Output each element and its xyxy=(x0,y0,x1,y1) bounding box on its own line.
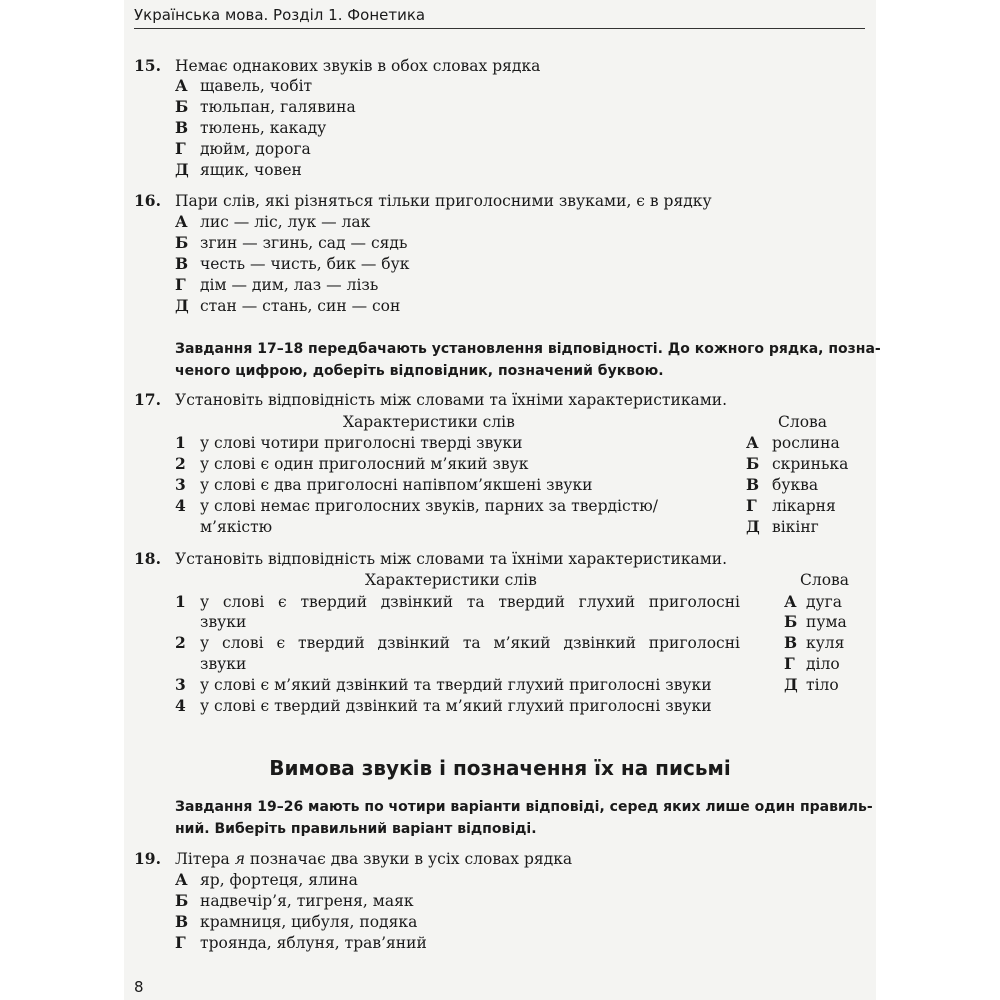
item-text-continuation: м’якістю xyxy=(200,518,273,536)
option-letter: Б xyxy=(175,97,189,116)
question-text: Немає однакових звуків в обох словах рядка xyxy=(175,57,541,75)
item-number: 3 xyxy=(175,475,186,494)
option-letter: Г xyxy=(175,275,186,294)
word-letter: В xyxy=(746,475,760,494)
item-text: у слові є два приголосні напівпом’якшені звуки xyxy=(200,476,593,494)
word-letter: А xyxy=(746,433,759,452)
option-text: дім — дим, лаз — лізь xyxy=(200,276,379,294)
option-letter: Б xyxy=(175,891,189,910)
column-header-words: Слова xyxy=(778,413,828,431)
option-text: тюлень, какаду xyxy=(200,119,327,137)
column-header-words: Слова xyxy=(800,571,850,589)
option-letter: Б xyxy=(175,233,189,252)
option-letter: Д xyxy=(175,160,189,179)
word-text: буква xyxy=(772,476,819,494)
word-letter: Б xyxy=(784,612,798,631)
word-text: діло xyxy=(806,655,840,673)
column-header-characteristics: Характеристики слів xyxy=(365,571,537,589)
item-number: 1 xyxy=(175,433,186,452)
item-text-continuation: звуки xyxy=(200,613,247,631)
instruction-block xyxy=(175,796,873,840)
question-number: 15. xyxy=(134,56,161,75)
word-letter: Г xyxy=(784,654,795,673)
word-text: пума xyxy=(806,613,847,631)
question-text: Установіть відповідність між словами та їхніми характеристиками. xyxy=(175,550,728,568)
option-letter: А xyxy=(175,76,188,95)
item-number: 3 xyxy=(175,675,186,694)
question-number: 16. xyxy=(134,191,161,210)
option-letter: В xyxy=(175,912,189,931)
item-text: у слові є твердий дзвінкий та м’який глухий приголосні звуки xyxy=(200,697,712,715)
option-letter: Г xyxy=(175,933,186,952)
question-number: 18. xyxy=(134,549,161,568)
item-number: 2 xyxy=(175,633,186,652)
option-text: ящик, човен xyxy=(200,161,302,179)
item-number: 1 xyxy=(175,592,186,611)
instruction-block xyxy=(175,338,881,382)
question-text-part: позначає два звуки в усіх словах рядка xyxy=(245,850,573,868)
word-letter: В xyxy=(784,633,798,652)
word-text: рослина xyxy=(772,434,840,452)
option-letter: Г xyxy=(175,139,186,158)
option-text: троянда, яблуня, трав’яний xyxy=(200,934,427,952)
item-text: у слові є твердий дзвінкий та твердий глухий приголосні xyxy=(200,593,740,611)
header-rule xyxy=(134,28,865,29)
item-number: 4 xyxy=(175,696,186,715)
item-text: у слові чотири приголосні тверді звуки xyxy=(200,434,523,452)
option-text: крамниця, цибуля, подяка xyxy=(200,913,418,931)
word-letter: Д xyxy=(746,517,760,536)
item-number: 2 xyxy=(175,454,186,473)
question-number: 17. xyxy=(134,390,161,409)
word-text: дуга xyxy=(806,593,843,611)
word-letter: Б xyxy=(746,454,760,473)
item-text-continuation: звуки xyxy=(200,655,247,673)
instruction-line: Завдання 19–26 мають по чотири варіанти відповіді, серед яких лише один правиль- xyxy=(175,799,873,815)
word-letter: А xyxy=(784,592,797,611)
question-text xyxy=(175,849,572,869)
option-letter: Д xyxy=(175,296,189,315)
item-text: у слові є м’який дзвінкий та твердий глухий приголосні звуки xyxy=(200,676,712,694)
option-letter: В xyxy=(175,254,189,273)
item-number: 4 xyxy=(175,496,186,515)
word-text: вікінг xyxy=(772,518,819,536)
item-text: у слові немає приголосних звуків, парних за твердістю/ xyxy=(200,497,658,515)
question-text-part: Літера xyxy=(175,850,235,868)
instruction-line: ний. Виберіть правильний варіант відповіді. xyxy=(175,821,537,837)
option-letter: А xyxy=(175,212,188,231)
column-header-characteristics: Характеристики слів xyxy=(343,413,515,431)
running-head: Українська мова. Розділ 1. Фонетика xyxy=(134,6,426,24)
option-text: дюйм, дорога xyxy=(200,140,311,158)
word-text: куля xyxy=(806,634,845,652)
option-text: згин — згинь, сад — сядь xyxy=(200,234,408,252)
question-text: Пари слів, які різняться тільки приголосними звуками, є в рядку xyxy=(175,192,712,210)
question-text-italic: я xyxy=(234,850,245,868)
question-number: 19. xyxy=(134,849,161,868)
option-text: лис — ліс, лук — лак xyxy=(200,213,371,231)
question-text: Установіть відповідність між словами та їхніми характеристиками. xyxy=(175,391,728,409)
item-text: у слові є твердий дзвінкий та м’який дзвінкий приголосні xyxy=(200,634,740,652)
option-text: щавель, чобіт xyxy=(200,77,313,95)
page-number: 8 xyxy=(134,978,144,996)
option-text: надвечір’я, тигреня, маяк xyxy=(200,892,414,910)
option-letter: А xyxy=(175,870,188,889)
instruction-line: ченого цифрою, доберіть відповідник, позначений буквою. xyxy=(175,363,664,379)
word-letter: Д xyxy=(784,675,798,694)
instruction-line: Завдання 17–18 передбачають установлення відповідності. До кожного рядка, позна- xyxy=(175,341,881,357)
option-text: честь — чисть, бик — бук xyxy=(200,255,410,273)
option-text: яр, фортеця, ялина xyxy=(200,871,358,889)
word-letter: Г xyxy=(746,496,757,515)
option-text: стан — стань, син — сон xyxy=(200,297,401,315)
option-letter: В xyxy=(175,118,189,137)
word-text: тіло xyxy=(806,676,839,694)
word-text: лікарня xyxy=(772,497,836,515)
option-text: тюльпан, галявина xyxy=(200,98,356,116)
section-title: Вимова звуків і позначення їх на письмі xyxy=(269,756,731,780)
item-text: у слові є один приголосний м’який звук xyxy=(200,455,529,473)
word-text: скринька xyxy=(772,455,849,473)
